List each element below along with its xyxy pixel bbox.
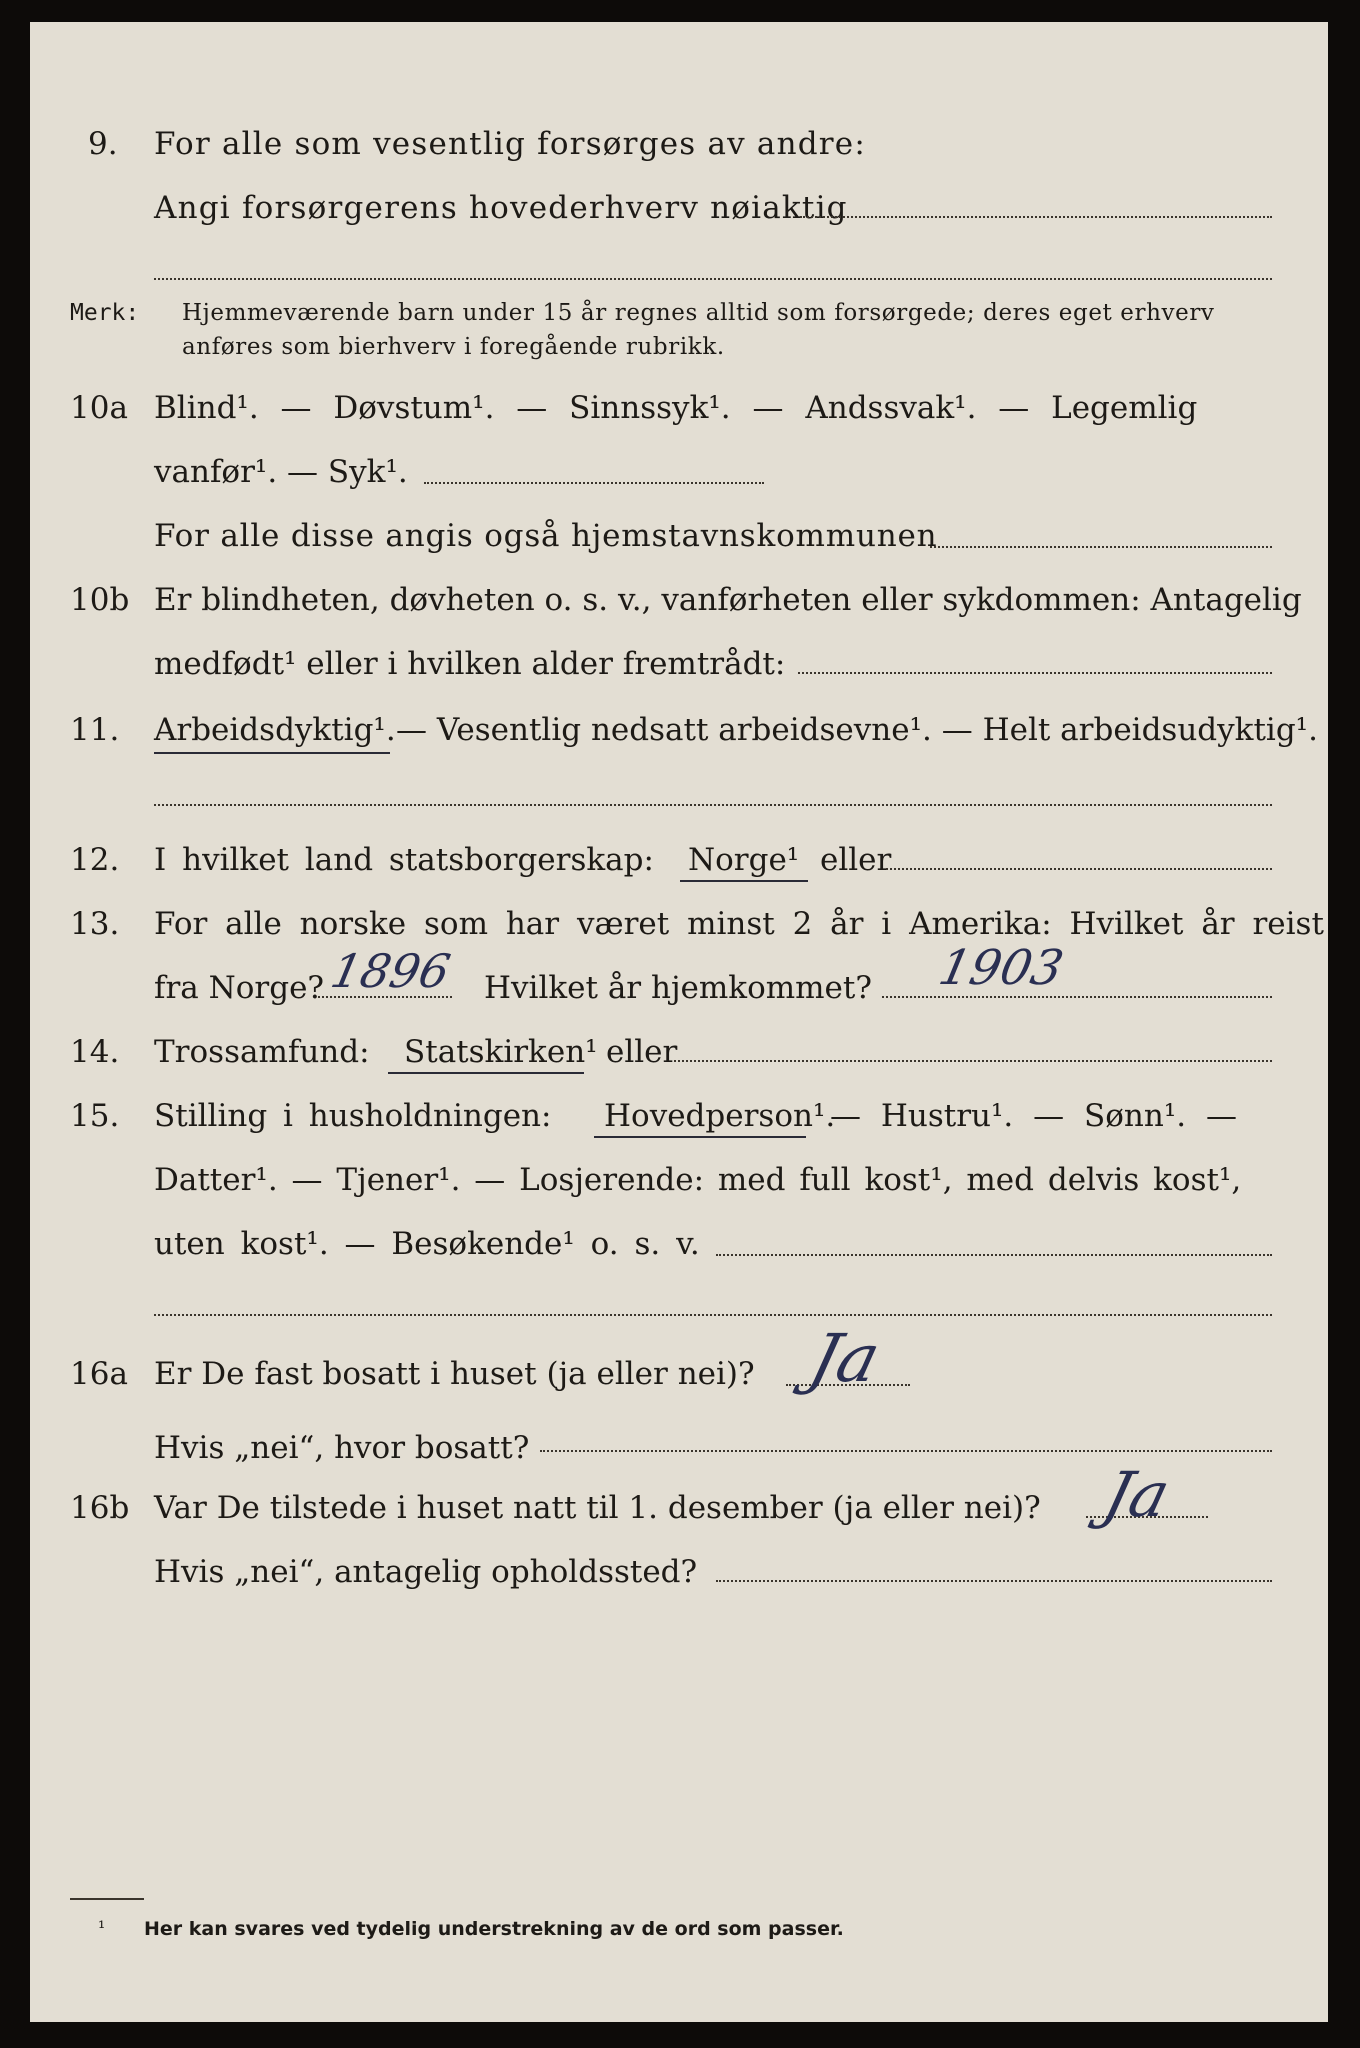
q15-hovedperson[interactable]: Hovedperson¹. (604, 1098, 836, 1134)
q14-statskirken[interactable]: Statskirken¹ (404, 1034, 598, 1070)
q16b-opholdssted-line[interactable] (716, 1580, 1272, 1582)
q15-line1c: — Hustru¹. — Sønn¹. — (830, 1098, 1237, 1134)
q16a-answer: Ja (802, 1320, 888, 1397)
q12-underline (680, 880, 808, 882)
q15-line1a: Stilling i husholdningen: (154, 1098, 552, 1134)
q13-line1: For alle norske som har været minst 2 år i Amerika: Hvilket år reist (154, 906, 1324, 942)
q16b-answer: Ja (1096, 1458, 1177, 1531)
q16b-line1: Var De tilstede i huset natt til 1. desember (ja eller nei)? (154, 1490, 1041, 1526)
q11-arbeidsdyktig[interactable]: Arbeidsdyktig¹. (154, 712, 396, 748)
q10a-line3: For alle disse angis også hjemstavnskommunen (154, 518, 938, 554)
q14-number: 14. (70, 1034, 120, 1070)
q15-answer-line-2[interactable] (154, 1314, 1272, 1316)
q10b-line2: medfødt¹ eller i hvilken alder fremtrådt: (154, 646, 786, 682)
merk-line1: Hjemmeværende barn under 15 år regnes alltid som forsørgede; deres eget erhverv (182, 300, 1215, 326)
q13-hjem-line[interactable] (882, 996, 1272, 998)
q12-eller: eller (820, 842, 892, 878)
q9-line2: Angi forsørgerens hovederhverv nøiaktig (154, 190, 848, 226)
q15-line2: Datter¹. — Tjener¹. — Losjerende: med full kost¹, med delvis kost¹, (154, 1162, 1242, 1198)
q13-line2a: fra Norge? (154, 970, 325, 1006)
q11-answer-line[interactable] (154, 804, 1272, 806)
q14-text: Trossamfund: (154, 1034, 370, 1070)
q10a-line2: vanfør¹. — Syk¹. (154, 454, 408, 490)
q16a-bosatt-line[interactable] (540, 1450, 1272, 1452)
q10b-answer-line[interactable] (798, 672, 1272, 674)
footnote-text: Her kan svares ved tydelig understrekning av de ord som passer. (144, 1918, 844, 1940)
q15-number: 15. (70, 1098, 120, 1134)
q14-eller: eller (606, 1034, 678, 1070)
q12-answer-line[interactable] (886, 868, 1272, 870)
q13-line2b: Hvilket år hjemkommet? (484, 970, 872, 1006)
q11-underline (154, 752, 390, 754)
q15-answer-line[interactable] (716, 1254, 1272, 1256)
q16a-line1: Er De fast bosatt i huset (ja eller nei)? (154, 1356, 755, 1392)
q9-line1: For alle som vesentlig forsørges av andre: (154, 126, 866, 162)
footnote-mark: ¹ (98, 1918, 106, 1939)
q10a-line1: Blind¹. — Døvstum¹. — Sinnssyk¹. — Andssvak¹. — Legemlig (154, 390, 1198, 426)
q12-norge[interactable]: Norge¹ (688, 842, 800, 878)
q9-number: 9. (88, 126, 118, 162)
q14-answer-line[interactable] (674, 1060, 1272, 1062)
q11-number: 11. (70, 712, 120, 748)
footnote-rule (70, 1898, 144, 1900)
q13-answer-hjem: 1903 (934, 940, 1069, 996)
q15-line3: uten kost¹. — Besøkende¹ o. s. v. (154, 1226, 700, 1262)
q10a-kommune-line[interactable] (930, 546, 1272, 548)
q10b-line1: Er blindheten, døvheten o. s. v., vanførheten eller sykdommen: Antagelig (154, 582, 1302, 618)
q16b-line2: Hvis „nei“, antagelig opholdssted? (154, 1554, 698, 1590)
q9-answer-line[interactable] (800, 216, 1272, 218)
q13-answer-reist: 1896 (326, 944, 455, 998)
q10a-answer-line[interactable] (424, 482, 764, 484)
q12-number: 12. (70, 842, 120, 878)
q10b-number: 10b (70, 582, 130, 618)
q10a-number: 10a (70, 390, 128, 426)
q16a-line2: Hvis „nei“, hvor bosatt? (154, 1430, 530, 1466)
q13-number: 13. (70, 906, 120, 942)
q9-answer-line-2[interactable] (154, 278, 1272, 280)
q14-underline (388, 1072, 584, 1074)
q15-underline (594, 1136, 806, 1138)
merk-line2: anføres som bierhverv i foregående rubrikk. (182, 334, 725, 360)
merk-label: Merk: (70, 300, 140, 326)
q16b-number: 16b (70, 1490, 130, 1526)
q12-text: I hvilket land statsborgerskap: (154, 842, 654, 878)
q11-rest: — Vesentlig nedsatt arbeidsevne¹. — Helt arbeidsudyktig¹. (396, 712, 1318, 748)
q16a-number: 16a (70, 1356, 128, 1392)
